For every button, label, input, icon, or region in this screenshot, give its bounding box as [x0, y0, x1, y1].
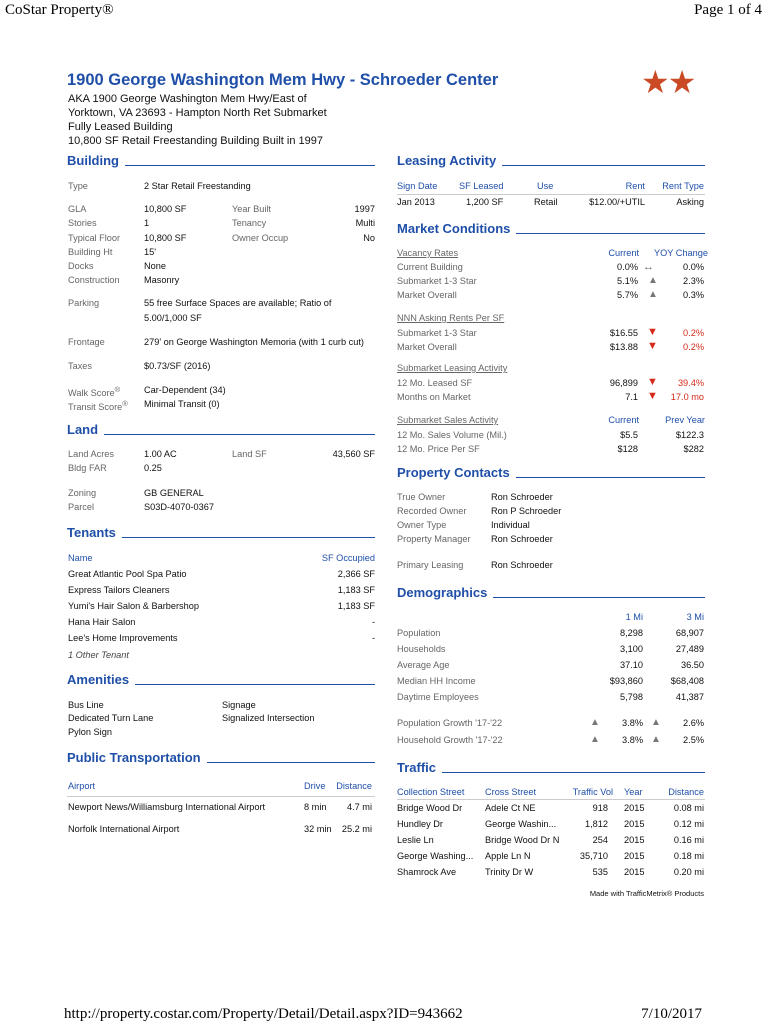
trend-down-icon: ▼	[647, 390, 658, 402]
tenant-name: Yumi's Hair Salon & Barbershop	[68, 601, 199, 611]
value: $0.73/SF (2016)	[144, 361, 211, 371]
value: 1997	[354, 204, 375, 214]
value: S03D-4070-0367	[144, 502, 214, 512]
vacancy-rates-header: Vacancy Rates	[397, 248, 459, 258]
demo-label: Daytime Employees	[397, 692, 479, 702]
airport-drive: 8 min	[304, 802, 327, 812]
label: Docks	[68, 261, 94, 271]
value: 10,800 SF	[144, 204, 187, 214]
traffic-volume: 254	[592, 835, 608, 845]
section-amenities: Amenities	[67, 671, 375, 687]
leasing-activity-header: Submarket Leasing Activity	[397, 363, 508, 373]
market-label: Market Overall	[397, 290, 457, 300]
label: Construction	[68, 275, 120, 285]
rating-stars-icon: ★★	[641, 64, 695, 100]
lease-rent: $12.00/+UTIL	[589, 197, 645, 207]
col-header: Sign Date	[397, 181, 438, 191]
value: None	[144, 261, 166, 271]
col-header: SF Leased	[459, 181, 504, 191]
value: Masonry	[144, 275, 180, 285]
airport-distance: 4.7 mi	[346, 802, 372, 812]
demo-label: Households	[397, 644, 446, 654]
market-label: Market Overall	[397, 342, 457, 352]
col-header: Traffic Vol	[572, 787, 613, 797]
tenant-sf: 1,183 SF	[337, 585, 375, 595]
one-mile-growth: 3.8%	[622, 718, 643, 728]
section-tenants: Tenants	[67, 524, 375, 540]
current-value: $128	[617, 444, 638, 454]
section-building: Building	[67, 152, 375, 168]
value: GB GENERAL	[144, 488, 204, 498]
header-title: CoStar Property®	[5, 2, 114, 18]
contact-label: Property Manager	[397, 534, 471, 544]
tenant-name: Lee's Home Improvements	[68, 633, 178, 643]
cross-street: Trinity Dr W	[485, 867, 534, 877]
yoy-value: 0.2%	[683, 342, 704, 352]
amenity: Dedicated Turn Lane	[68, 713, 154, 723]
tenant-name: Express Tailors Cleaners	[68, 585, 170, 595]
value: 55 free Surface Spaces are available; Ratio of	[144, 298, 332, 308]
contact-value: Ron P Schroeder	[491, 506, 562, 516]
one-mile-header: 1 Mi	[625, 612, 643, 622]
value: 279' on George Washington Memoria (with 1 curb cut)	[144, 337, 364, 347]
building-summary: 10,800 SF Retail Freestanding Building Built in 1997	[68, 135, 323, 147]
three-mile-growth: 2.5%	[683, 735, 704, 745]
contact-label: Recorded Owner	[397, 506, 467, 516]
cross-street: Apple Ln N	[485, 851, 531, 861]
trafficmetrix-note: Made with TrafficMetrix® Products	[589, 889, 704, 898]
yoy-value: 17.0 mo	[670, 392, 704, 402]
value: 10,800 SF	[144, 233, 187, 243]
col-header: Use	[537, 181, 554, 191]
yoy-header: YOY Change	[654, 248, 708, 258]
value: Multi	[355, 218, 375, 228]
traffic-distance: 0.08 mi	[673, 803, 704, 813]
col-header: Rent Type	[662, 181, 704, 191]
traffic-volume: 35,710	[579, 851, 608, 861]
amenity: Signalized Intersection	[222, 713, 315, 723]
value: 1	[144, 218, 150, 228]
traffic-distance: 0.16 mi	[673, 835, 704, 845]
prev-year-value: $122.3	[675, 430, 704, 440]
collection-street: Leslie Ln	[397, 835, 434, 845]
traffic-volume: 1,812	[585, 819, 608, 829]
label: Typical Floor	[68, 233, 121, 243]
address-block	[68, 92, 327, 148]
other-tenant-link[interactable]: 1 Other Tenant	[68, 650, 129, 660]
label: Bldg FAR	[68, 463, 107, 473]
contact-label: True Owner	[397, 492, 446, 502]
traffic-year: 2015	[624, 835, 645, 845]
value: 2 Star Retail Freestanding	[144, 181, 251, 191]
current-value: $16.55	[609, 328, 638, 338]
tenant-name-header: Name	[68, 553, 93, 563]
contact-label: Owner Type	[397, 520, 447, 530]
section-traffic: Traffic	[397, 759, 705, 775]
current-value: 5.7%	[617, 290, 638, 300]
yoy-value: 2.3%	[683, 276, 704, 286]
section-leasing-activity: Leasing Activity	[397, 152, 705, 168]
value: Car-Dependent (34)	[144, 385, 226, 395]
trend-flat-icon: ↔	[643, 261, 654, 273]
airport-name: Norfolk International Airport	[68, 824, 180, 834]
nnn-header: NNN Asking Rents Per SF	[397, 313, 505, 323]
contact-value: Ron Schroeder	[491, 534, 553, 544]
page-number: Page 1 of 4	[694, 2, 762, 18]
traffic-distance: 0.20 mi	[673, 867, 704, 877]
amenity: Signage	[222, 700, 256, 710]
page-title: 1900 George Washington Mem Hwy - Schroeder Center	[67, 71, 499, 89]
label: Year Built	[232, 204, 271, 214]
current-value: 96,899	[609, 378, 638, 388]
label: Zoning	[68, 488, 97, 498]
label: Owner Occup	[232, 233, 289, 243]
cross-street: Bridge Wood Dr N	[485, 835, 560, 845]
prev-year-value: $282	[683, 444, 704, 454]
footer-url[interactable]: http://property.costar.com/Property/Detail/Detail.aspx?ID=943662	[64, 1006, 463, 1022]
trend-up-icon: ▲	[648, 289, 658, 300]
section-land: Land	[67, 421, 375, 437]
traffic-year: 2015	[624, 803, 645, 813]
trend-up-icon: ▲	[651, 717, 661, 728]
lease-use: Retail	[534, 197, 558, 207]
label: Stories	[68, 218, 97, 228]
current-value: $5.5	[620, 430, 638, 440]
label: Transit Score®	[68, 399, 128, 413]
trend-down-icon: ▼	[647, 326, 658, 338]
label: Parking	[68, 298, 100, 308]
traffic-volume: 918	[592, 803, 608, 813]
section-public-transportation: Public Transportation	[67, 749, 375, 765]
label: Taxes	[68, 361, 92, 371]
yoy-value: 0.3%	[683, 290, 704, 300]
lease-sf: 1,200 SF	[466, 197, 504, 207]
traffic-distance: 0.12 mi	[673, 819, 704, 829]
market-label: Submarket 1-3 Star	[397, 328, 477, 338]
section-property-contacts: Property Contacts	[397, 464, 705, 480]
three-mile-value: 36.50	[681, 660, 704, 670]
market-label: 12 Mo. Leased SF	[397, 378, 473, 388]
section-market-conditions: Market Conditions	[397, 220, 705, 236]
section-demographics: Demographics	[397, 584, 705, 600]
trend-up-icon: ▲	[651, 734, 661, 745]
value: Minimal Transit (0)	[144, 399, 220, 409]
amenity: Pylon Sign	[68, 727, 112, 737]
demo-label: Population	[397, 628, 441, 638]
collection-street: Bridge Wood Dr	[397, 803, 463, 813]
three-mile-value: $68,408	[670, 676, 704, 686]
col-header: Distance	[668, 787, 704, 797]
value: 15'	[144, 247, 156, 257]
tenant-sf-header: SF Occupied	[321, 553, 375, 563]
current-value: 0.0%	[617, 262, 638, 272]
label: Building Ht	[68, 247, 113, 257]
col-header: Rent	[625, 181, 645, 191]
tenant-sf: -	[371, 633, 375, 643]
cross-street: Adele Ct NE	[485, 803, 536, 813]
traffic-year: 2015	[624, 851, 645, 861]
lease-rent-type: Asking	[676, 197, 704, 207]
distance-header: Distance	[336, 781, 372, 791]
value: 43,560 SF	[332, 449, 375, 459]
trend-up-icon: ▲	[648, 275, 658, 286]
label: Land SF	[232, 449, 267, 459]
three-mile-header: 3 Mi	[686, 612, 704, 622]
current-value: $13.88	[609, 342, 638, 352]
yoy-value: 39.4%	[677, 378, 704, 388]
market-label: Months on Market	[397, 392, 471, 402]
trend-down-icon: ▼	[647, 376, 658, 388]
demo-label: Average Age	[397, 660, 450, 670]
col-header: Year	[624, 787, 643, 797]
airport-drive: 32 min	[304, 824, 332, 834]
label: Parcel	[68, 502, 95, 512]
current-header: Current	[608, 248, 639, 258]
market-label: 12 Mo. Sales Volume (Mil.)	[397, 430, 507, 440]
demo-label: Median HH Income	[397, 676, 476, 686]
traffic-year: 2015	[624, 867, 645, 877]
market-label: Current Building	[397, 262, 463, 272]
lease-date: Jan 2013	[397, 197, 435, 207]
address-line: Yorktown, VA 23693 - Hampton North Ret Submarket	[68, 107, 327, 119]
growth-label: Household Growth '17-'22	[397, 735, 503, 745]
aka-line: AKA 1900 George Washington Mem Hwy/East of	[68, 93, 307, 105]
col-header: Collection Street	[397, 787, 465, 797]
one-mile-growth: 3.8%	[622, 735, 643, 745]
collection-street: Hundley Dr	[397, 819, 443, 829]
prev-year-header: Prev Year	[665, 415, 705, 425]
market-label: Submarket 1-3 Star	[397, 276, 477, 286]
drive-header: Drive	[304, 781, 326, 791]
one-mile-value: 5,798	[620, 692, 643, 702]
contact-value: Ron Schroeder	[491, 492, 553, 502]
three-mile-value: 68,907	[675, 628, 704, 638]
trend-down-icon: ▼	[647, 340, 658, 352]
label: Walk Score®	[68, 385, 121, 399]
tenant-sf: 1,183 SF	[337, 601, 375, 611]
growth-label: Population Growth '17-'22	[397, 718, 503, 728]
footer-date: 7/10/2017	[641, 1006, 702, 1022]
one-mile-value: 3,100	[620, 644, 643, 654]
one-mile-value: 8,298	[620, 628, 643, 638]
collection-street: George Washing...	[397, 851, 474, 861]
label: Tenancy	[232, 218, 267, 228]
airport-distance: 25.2 mi	[341, 824, 372, 834]
value: 1.00 AC	[144, 449, 177, 459]
traffic-distance: 0.18 mi	[673, 851, 704, 861]
label: Type	[68, 181, 88, 191]
value: 0.25	[144, 463, 162, 473]
yoy-value: 0.0%	[683, 262, 704, 272]
current-value: 7.1	[625, 392, 638, 402]
yoy-value: 0.2%	[683, 328, 704, 338]
tenant-name: Hana Hair Salon	[68, 617, 136, 627]
current-header: Current	[608, 415, 639, 425]
current-value: 5.1%	[617, 276, 638, 286]
lease-status: Fully Leased Building	[68, 121, 173, 133]
one-mile-value: $93,860	[609, 676, 643, 686]
traffic-year: 2015	[624, 819, 645, 829]
amenity: Bus Line	[68, 700, 104, 710]
value: No	[363, 233, 375, 243]
cross-street: George Washin...	[485, 819, 557, 829]
one-mile-value: 37.10	[620, 660, 643, 670]
three-mile-value: 27,489	[675, 644, 704, 654]
value: 5.00/1,000 SF	[144, 313, 202, 323]
market-label: 12 Mo. Price Per SF	[397, 444, 480, 454]
trend-up-icon: ▲	[590, 734, 600, 745]
label: GLA	[68, 204, 87, 214]
contact-value: Individual	[491, 520, 530, 530]
tenant-name: Great Atlantic Pool Spa Patio	[68, 569, 187, 579]
label: Primary Leasing	[397, 560, 464, 570]
collection-street: Shamrock Ave	[397, 867, 457, 877]
traffic-volume: 535	[592, 867, 608, 877]
label: Frontage	[68, 337, 105, 347]
three-mile-growth: 2.6%	[683, 718, 704, 728]
sales-activity-header: Submarket Sales Activity	[397, 415, 499, 425]
airport-name: Newport News/Williamsburg International Airport	[68, 802, 266, 812]
three-mile-value: 41,387	[675, 692, 704, 702]
trend-up-icon: ▲	[590, 717, 600, 728]
tenant-sf: -	[371, 617, 375, 627]
airport-header: Airport	[68, 781, 96, 791]
col-header: Cross Street	[485, 787, 537, 797]
value: Ron Schroeder	[491, 560, 553, 570]
label: Land Acres	[68, 449, 114, 459]
tenant-sf: 2,366 SF	[337, 569, 375, 579]
